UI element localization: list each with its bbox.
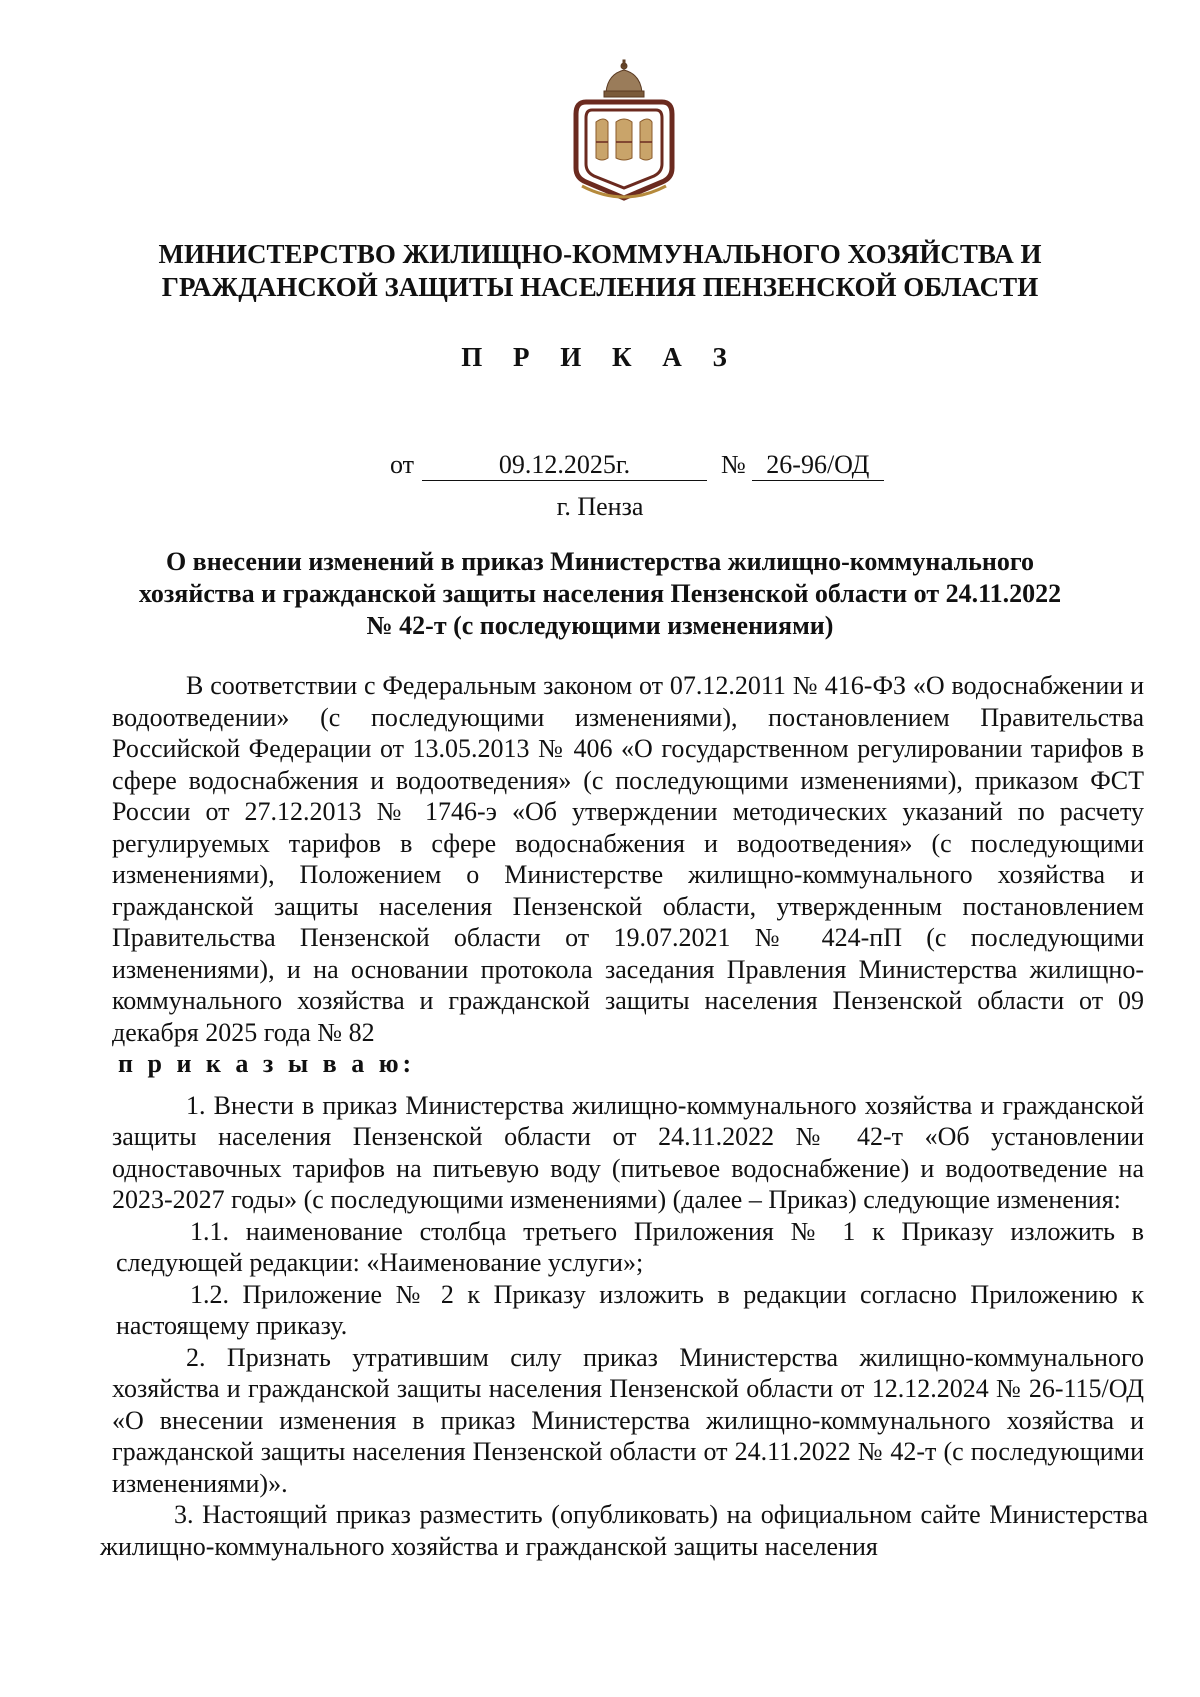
preamble-paragraph: В соответствии с Федеральным законом от 07.12.2011 № 416-ФЗ «О водоснабжении и водоотведении» (с последующими изменениями), постановлением Правительства Российской Федерации от 13.05.2013 № 406 «О государственном регулировании тарифов в сфере водоснабжения и водоотведения» (с последующими изменениями), приказом ФСТ России от 27.12.2013 № 1746-э «Об утверждении методических указаний по расчету регулируемых тарифов в сфере водоснабжения и водоотведения» (с последующими изменениями), Положением о Министерстве жилищно-коммунального хозяйства и гражданской защиты населения Пензенской области, утвержденным постановлением Правительства Пензенской области от 19.07.2021 № 424-пП (с последующими изменениями), и на основании протокола заседания Правления Министерства жилищно-коммунального хозяйства и гражданской защиты населения Пензенской области от 09 декабря 2025 года № 82: [112, 671, 1144, 1047]
document-type-title: П Р И К А З: [461, 342, 739, 372]
subject-line-3: № 42-т (с последующими изменениями): [366, 611, 834, 640]
ministry-name: [100, 238, 1100, 304]
penza-region-coat-of-arms-icon: [568, 58, 680, 204]
subject-line-1: О внесении изменений в приказ Министерства жилищно-коммунального: [165, 547, 1035, 576]
order-details-line: [390, 450, 884, 481]
order-subject: [130, 546, 1070, 642]
order-date: 09.12.2025г.: [422, 450, 707, 481]
city-name: г. Пенза: [556, 492, 644, 521]
order-number: 26-96/ОД: [752, 450, 884, 481]
decree-word: п р и к а з ы в а ю:: [118, 1049, 416, 1078]
subject-line-2: хозяйства и гражданской защиты населения Пензенской области от 24.11.2022: [138, 579, 1062, 608]
item-1-paragraph: 1. Внести в приказ Министерства жилищно-коммунального хозяйства и гражданской защиты населения Пензенской области от 24.11.2022 № 42-т «Об установлении одноставочных тарифов на питьевую воду (питьевое водоснабжение) и водоотведение на 2023-2027 годы» (с последующими изменениями) (далее – Приказ) следующие изменения:: [112, 1090, 1144, 1214]
number-sign: №: [721, 450, 746, 479]
item-3-paragraph: 3. Настоящий приказ разместить (опубликовать) на официальном сайте Министерства жилищно-коммунального хозяйства и гражданской защиты населения: [100, 1500, 1148, 1561]
order-body: [100, 670, 1148, 1562]
item-1-1-paragraph: 1.1. наименование столбца третьего Приложения № 1 к Приказу изложить в следующей редакции: «Наименование услуги»;: [116, 1216, 1144, 1277]
ministry-name-line-1: МИНИСТЕРСТВО ЖИЛИЩНО-КОММУНАЛЬНОГО ХОЗЯЙСТВА И: [158, 239, 1042, 269]
item-2-paragraph: 2. Признать утратившим силу приказ Министерства жилищно-коммунального хозяйства и гражданской защиты населения Пензенской области от 12.12.2024 № 26-115/ОД «О внесении изменения в приказ Министерства жилищно-коммунального хозяйства и гражданской защиты населения Пензенской области от 24.11.2022 № 42-т (с последующими изменениями)».: [112, 1342, 1144, 1498]
item-1-2-paragraph: 1.2. Приложение № 2 к Приказу изложить в редакции согласно Приложению к настоящему приказу.: [116, 1279, 1144, 1340]
date-prefix: от: [390, 450, 415, 479]
ministry-name-line-2: ГРАЖДАНСКОЙ ЗАЩИТЫ НАСЕЛЕНИЯ ПЕНЗЕНСКОЙ ОБЛАСТИ: [161, 272, 1039, 302]
